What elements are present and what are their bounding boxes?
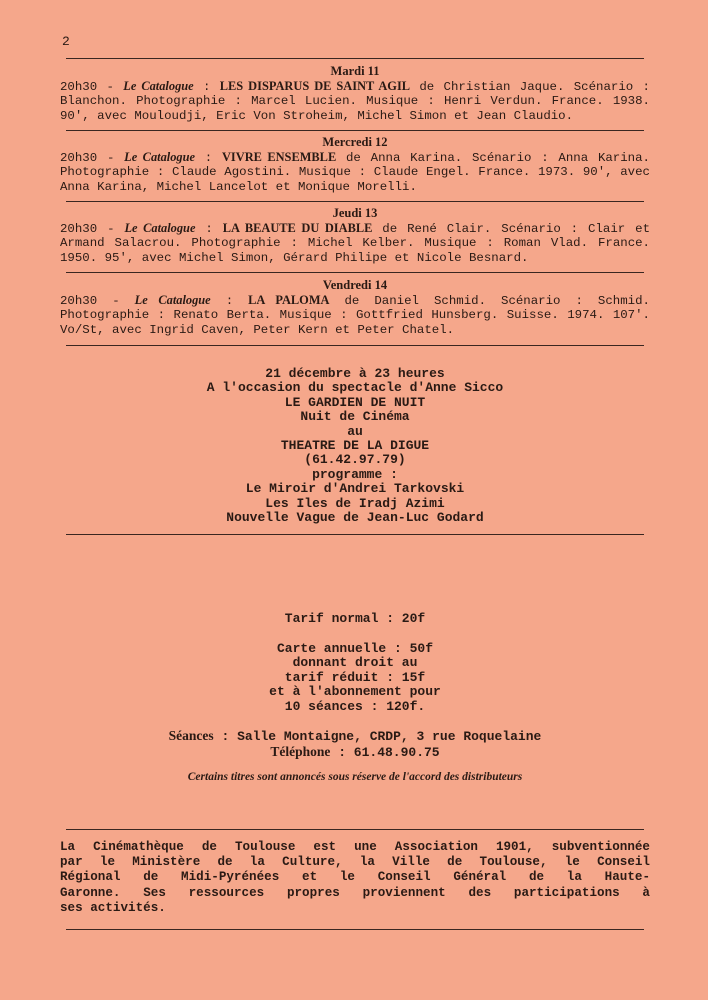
screening-line: 1950. 95', avec Michel Simon, Gérard Philipe et Nicole Besnard. xyxy=(60,250,529,265)
event-program-item: Les Iles de Iradj Azimi xyxy=(265,495,445,511)
tarif-line: tarif réduit : 15f xyxy=(284,669,426,685)
association-footer xyxy=(60,840,650,916)
event-date: 21 décembre à 23 heures xyxy=(265,366,445,381)
series-name: Le Catalogue xyxy=(124,149,195,164)
screening-line: Anna Karina, Michel Lancelot et Monique Morelli. xyxy=(60,179,417,194)
event-venue: THEATRE DE LA DIGUE xyxy=(280,438,430,454)
divider xyxy=(66,345,644,346)
screening-line: Photographie : Claude Agostini. Musique : Claude Engel. France. 1973. 90', avec xyxy=(60,165,650,180)
screening-line: 20h30 - Le Catalogue : LA BEAUTE DU DIABLE de René Clair. Scénario : Clair et xyxy=(60,220,651,236)
screening-line: Vo/St, avec Ingrid Caven, Peter Kern et Peter Chatel. xyxy=(60,322,455,337)
event-at: au xyxy=(347,423,363,439)
footer-line: Garonne. Ses ressources propres proviennent des participations à xyxy=(60,885,650,900)
film-title: LES DISPARUS DE SAINT AGIL xyxy=(219,78,411,93)
footer-line: ses activités. xyxy=(60,900,166,915)
series-name: Le Catalogue xyxy=(123,78,194,93)
event-program-label: programme : xyxy=(312,466,398,482)
divider xyxy=(66,929,644,930)
film-title: VIVRE ENSEMBLE xyxy=(221,149,337,164)
divider xyxy=(66,534,644,535)
tarif-line: donnant droit au xyxy=(292,655,418,671)
screening-jeudi xyxy=(60,206,650,265)
event-type: Nuit de Cinéma xyxy=(300,409,410,425)
distributor-notice: Certains titres sont annoncés sous réserve de l'accord des distributeurs xyxy=(187,771,523,783)
event-program-item: Nouvelle Vague de Jean-Luc Godard xyxy=(226,510,484,526)
day-heading: Mercredi 12 xyxy=(322,135,388,149)
telephone-line: Téléphone : 61.48.90.75 xyxy=(270,744,440,760)
event-phone: (61.42.97.79) xyxy=(304,452,406,468)
special-event xyxy=(60,367,650,525)
footer-line: Régional de Midi-Pyrénées et le Conseil Général de la Haute- xyxy=(60,870,650,885)
series-name: Le Catalogue xyxy=(134,292,211,307)
series-name: Le Catalogue xyxy=(124,220,196,235)
divider xyxy=(66,201,644,202)
screening-line: Photographie : Renato Berta. Musique : Gottfried Hunsberg. Suisse. 1974. 107'. xyxy=(60,308,650,323)
footer-line: par le Ministère de la Culture, la Ville de Toulouse, le Conseil xyxy=(60,855,650,870)
tarif-line: Carte annuelle : 50f xyxy=(276,641,434,656)
tarif-line: 10 séances : 120f. xyxy=(284,698,426,714)
screening-line: Armand Salacrou. Photographie : Michel Kelber. Musique : Roman Vlad. France. xyxy=(60,236,650,251)
tarif-details xyxy=(60,642,650,714)
event-program-item: Le Miroir d'Andrei Tarkovski xyxy=(245,481,465,497)
screening-line: 20h30 - Le Catalogue : LES DISPARUS DE SAINT AGIL de Christian Jaque. Scénario : xyxy=(60,78,650,94)
screening-line: 20h30 - Le Catalogue : VIVRE ENSEMBLE de Anna Karina. Scénario : Anna Karina. xyxy=(60,149,650,165)
tarif-line: et à l'abonnement pour xyxy=(269,684,441,700)
screening-line: Blanchon. Photographie : Marcel Lucien. Musique : Henri Verdun. France. 1938. xyxy=(60,94,650,109)
day-heading: Mardi 11 xyxy=(330,64,380,78)
seances-line: Séances : Salle Montaigne, CRDP, 3 rue Roquelaine xyxy=(168,728,542,744)
day-heading: Vendredi 14 xyxy=(322,278,388,292)
venue-info xyxy=(60,728,650,760)
divider xyxy=(66,130,644,131)
screening-mardi xyxy=(60,64,650,123)
divider xyxy=(66,829,644,830)
screening-vendredi xyxy=(60,278,650,337)
screening-mercredi xyxy=(60,135,650,194)
divider xyxy=(66,272,644,273)
footer-line: La Cinémathèque de Toulouse est une Association 1901, subventionnée xyxy=(60,840,650,854)
tarif-normal: Tarif normal : 20f xyxy=(284,611,426,626)
film-title: LA PALOMA xyxy=(248,292,330,307)
divider xyxy=(66,58,644,59)
event-title: LE GARDIEN DE NUIT xyxy=(284,394,426,410)
film-title: LA BEAUTE DU DIABLE xyxy=(222,220,373,235)
screening-line: 90', avec Mouloudji, Eric Von Stroheim, Michel Simon et Jean Claudio. xyxy=(60,108,574,123)
day-heading: Jeudi 13 xyxy=(332,206,378,220)
page-number: 2 xyxy=(62,34,70,49)
screening-line: 20h30 - Le Catalogue : LA PALOMA de Daniel Schmid. Scénario : Schmid. xyxy=(60,292,650,308)
event-occasion: A l'occasion du spectacle d'Anne Sicco xyxy=(206,380,504,396)
